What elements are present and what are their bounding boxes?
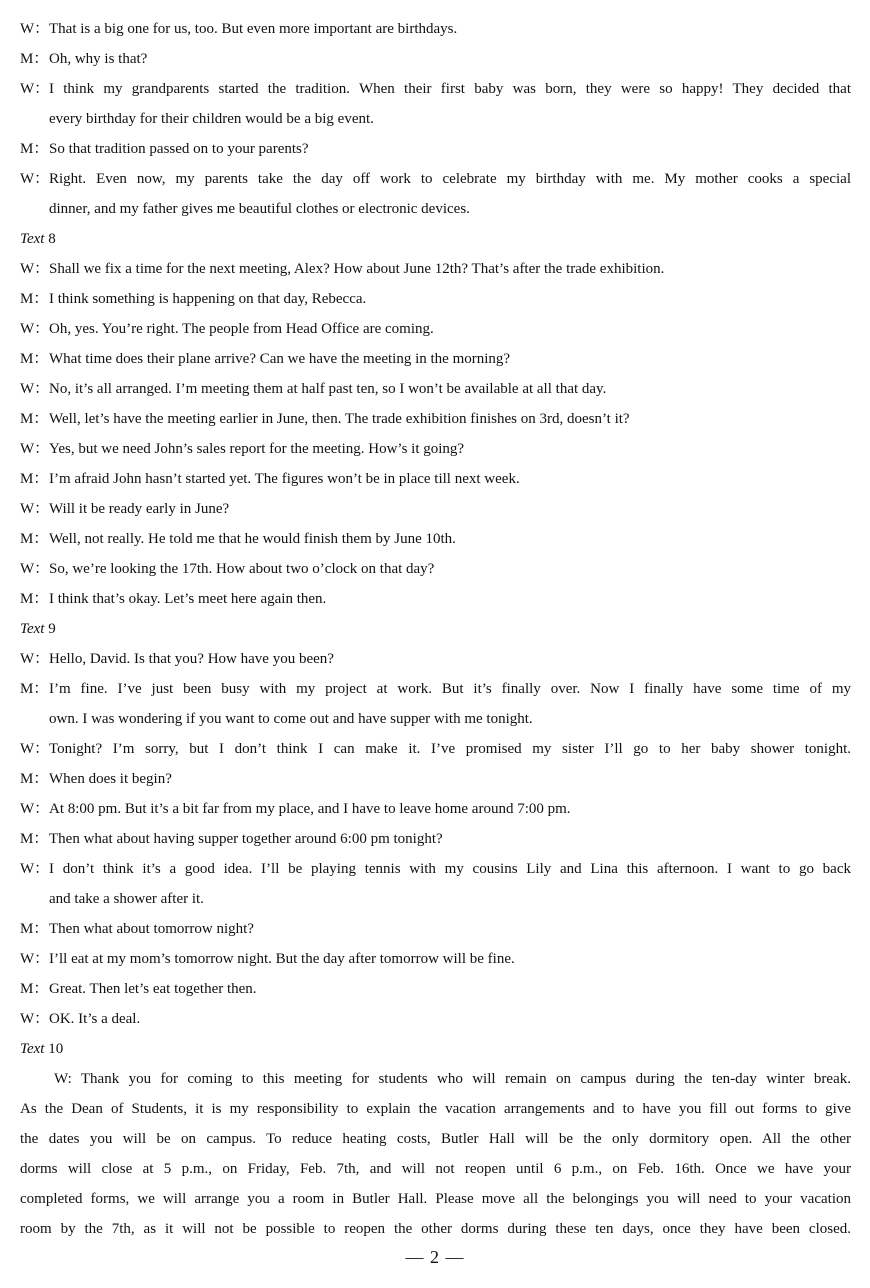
line-text: Well, let’s have the meeting earlier in June, then. The trade exhibition finishes on 3rd, doesn’t it?	[49, 411, 630, 427]
speaker-label: M：	[20, 291, 49, 307]
paragraph-line	[20, 1124, 851, 1154]
section-heading	[20, 224, 851, 254]
dialogue-line	[20, 794, 851, 824]
speaker-label: W：	[20, 21, 50, 37]
line-text: own. I was wondering if you want to come out and have supper with me tonight.	[49, 711, 533, 727]
speaker-label: W：	[20, 261, 50, 277]
dialogue-line	[20, 584, 851, 614]
line-text: Great. Then let’s eat together then.	[49, 981, 257, 997]
line-text: I’m afraid John hasn’t started yet. The figures won’t be in place till next week.	[49, 471, 520, 487]
line-text: I don’t think it’s a good idea. I’ll be playing tennis with my cousins Lily and Lina this afternoon. I want to go back	[49, 861, 851, 877]
speaker-label: W：	[20, 741, 50, 757]
speaker-label: M：	[20, 411, 49, 427]
dialogue-line	[20, 374, 851, 404]
line-text: Shall we fix a time for the next meeting, Alex? How about June 12th? That’s after the trade exhibition.	[49, 261, 665, 277]
speaker-label: M：	[20, 591, 49, 607]
dialogue-line	[20, 464, 851, 494]
speaker-label: W：	[20, 801, 50, 817]
speaker-label: W：	[20, 171, 50, 187]
speaker-label: W：	[20, 561, 50, 577]
speaker-label: W：	[20, 651, 50, 667]
section-heading	[20, 614, 851, 644]
line-text: So that tradition passed on to your parents?	[49, 141, 309, 157]
line-text: Well, not really. He told me that he would finish them by June 10th.	[49, 531, 456, 547]
line-text: Oh, yes. You’re right. The people from Head Office are coming.	[49, 321, 434, 337]
dialogue-line	[20, 44, 851, 74]
dialogue-line	[20, 734, 851, 764]
line-text: completed forms, we will arrange you a room in Butler Hall. Please move all the belongings you will need to your vacation	[20, 1191, 851, 1207]
speaker-label: M：	[20, 981, 49, 997]
line-text: When does it begin?	[49, 771, 172, 787]
dialogue-line	[20, 404, 851, 434]
line-text: I think that’s okay. Let’s meet here again then.	[49, 591, 327, 607]
speaker-label: W：	[20, 1011, 50, 1027]
line-text: W: Thank you for coming to this meeting for students who will remain on campus during the ten-day winter break.	[54, 1071, 851, 1087]
speaker-label: M：	[20, 351, 49, 367]
transcript-body	[20, 14, 851, 1244]
line-text: Tonight? I’m sorry, but I don’t think I can make it. I’ve promised my sister I’ll go to her baby shower tonight.	[49, 741, 851, 757]
line-text: I’m fine. I’ve just been busy with my project at work. But it’s finally over. Now I finally have some time of my	[49, 681, 851, 697]
section-heading-number: 10	[48, 1041, 64, 1057]
line-text: Right. Even now, my parents take the day off work to celebrate my birthday with me. My mother cooks a special	[49, 171, 851, 187]
line-text: At 8:00 pm. But it’s a bit far from my place, and I have to leave home around 7:00 pm.	[49, 801, 571, 817]
page-number: — 2 —	[405, 1247, 465, 1267]
line-text: room by the 7th, as it will not be possible to reopen the other dorms during these ten days, once they have been closed.	[20, 1221, 851, 1237]
speaker-label: W：	[20, 441, 50, 457]
paragraph-line	[20, 1094, 851, 1124]
section-heading-number: 8	[48, 231, 56, 247]
dialogue-continuation	[20, 104, 851, 134]
speaker-label: M：	[20, 531, 49, 547]
line-text: every birthday for their children would be a big event.	[49, 111, 374, 127]
section-heading-number: 9	[48, 621, 56, 637]
line-text: I think my grandparents started the tradition. When their first baby was born, they were so happy! They decided that	[49, 81, 851, 97]
speaker-label: W：	[20, 81, 50, 97]
line-text: What time does their plane arrive? Can we have the meeting in the morning?	[49, 351, 511, 367]
speaker-label: M：	[20, 141, 49, 157]
dialogue-line	[20, 644, 851, 674]
dialogue-line	[20, 824, 851, 854]
dialogue-line	[20, 974, 851, 1004]
paragraph-line	[20, 1214, 851, 1244]
section-heading-label: Text	[20, 621, 45, 637]
line-text: That is a big one for us, too. But even more important are birthdays.	[49, 21, 458, 37]
dialogue-line	[20, 164, 851, 194]
dialogue-continuation	[20, 884, 851, 914]
speaker-label: W：	[20, 381, 50, 397]
dialogue-line	[20, 764, 851, 794]
line-text: No, it’s all arranged. I’m meeting them at half past ten, so I won’t be available at all that day.	[49, 381, 607, 397]
speaker-label: W：	[20, 951, 50, 967]
section-heading-label: Text	[20, 231, 45, 247]
line-text: dorms will close at 5 p.m., on Friday, Feb. 7th, and will not reopen until 6 p.m., on Feb. 16th. Once we have your	[20, 1161, 851, 1177]
line-text: Then what about having supper together around 6:00 pm tonight?	[49, 831, 443, 847]
section-heading-label: Text	[20, 1041, 45, 1057]
line-text: OK. It’s a deal.	[49, 1011, 141, 1027]
dialogue-line	[20, 1004, 851, 1034]
dialogue-line	[20, 74, 851, 104]
dialogue-line	[20, 314, 851, 344]
line-text: dinner, and my father gives me beautiful clothes or electronic devices.	[49, 201, 470, 217]
paragraph-first-line	[20, 1064, 851, 1094]
dialogue-line	[20, 14, 851, 44]
dialogue-line	[20, 674, 851, 704]
dialogue-continuation	[20, 704, 851, 734]
dialogue-line	[20, 284, 851, 314]
dialogue-continuation	[20, 194, 851, 224]
speaker-label: M：	[20, 831, 49, 847]
line-text: Oh, why is that?	[49, 51, 148, 67]
speaker-label: M：	[20, 681, 49, 697]
line-text: Hello, David. Is that you? How have you been?	[49, 651, 334, 667]
dialogue-line	[20, 254, 851, 284]
paragraph-line	[20, 1154, 851, 1184]
speaker-label: W：	[20, 501, 50, 517]
dialogue-line	[20, 914, 851, 944]
dialogue-line	[20, 134, 851, 164]
line-text: and take a shower after it.	[49, 891, 204, 907]
line-text: Yes, but we need John’s sales report for the meeting. How’s it going?	[49, 441, 465, 457]
line-text: Will it be ready early in June?	[49, 501, 230, 517]
speaker-label: M：	[20, 771, 49, 787]
speaker-label: M：	[20, 471, 49, 487]
dialogue-line	[20, 524, 851, 554]
line-text: So, we’re looking the 17th. How about two o’clock on that day?	[49, 561, 435, 577]
line-text: I’ll eat at my mom’s tomorrow night. But the day after tomorrow will be fine.	[49, 951, 515, 967]
dialogue-line	[20, 554, 851, 584]
paragraph-line	[20, 1184, 851, 1214]
dialogue-line	[20, 854, 851, 884]
dialogue-line	[20, 434, 851, 464]
line-text: As the Dean of Students, it is my responsibility to explain the vacation arrangements and to have you fill out forms to give	[20, 1101, 851, 1117]
speaker-label: W：	[20, 861, 50, 877]
speaker-label: M：	[20, 51, 49, 67]
line-text: Then what about tomorrow night?	[49, 921, 254, 937]
section-heading	[20, 1034, 851, 1064]
line-text: the dates you will be on campus. To reduce heating costs, Butler Hall will be the only dormitory open. All the other	[20, 1131, 851, 1147]
dialogue-line	[20, 344, 851, 374]
speaker-label: M：	[20, 921, 49, 937]
speaker-label: W：	[20, 321, 50, 337]
line-text: I think something is happening on that day, Rebecca.	[49, 291, 367, 307]
dialogue-line	[20, 944, 851, 974]
dialogue-line	[20, 494, 851, 524]
